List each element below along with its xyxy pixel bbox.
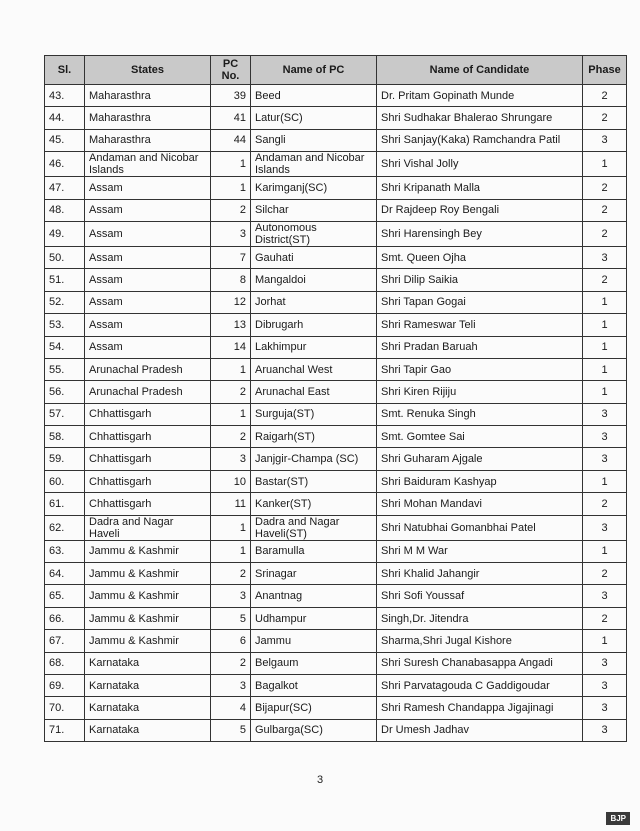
table-row: [45, 697, 627, 719]
cell-state: Chhattisgarh: [85, 493, 211, 515]
cell-phase: 2: [583, 107, 627, 129]
table-row: [45, 291, 627, 313]
cell-pc-no: 8: [211, 269, 251, 291]
cell-sl: 70.: [45, 697, 85, 719]
cell-phase: 3: [583, 652, 627, 674]
cell-pc-no: 2: [211, 426, 251, 448]
cell-pc-no: 5: [211, 719, 251, 741]
table-row: [45, 515, 627, 540]
cell-pc-no: 3: [211, 448, 251, 470]
table-row: [45, 540, 627, 562]
cell-candidate: Shri M M War: [377, 540, 583, 562]
cell-pc-name: Belgaum: [251, 652, 377, 674]
cell-phase: 1: [583, 630, 627, 652]
cell-pc-no: 1: [211, 540, 251, 562]
cell-phase: 3: [583, 246, 627, 268]
cell-pc-no: 41: [211, 107, 251, 129]
table-row: [45, 403, 627, 425]
cell-phase: 1: [583, 470, 627, 492]
table-row: [45, 607, 627, 629]
cell-candidate: Shri Baiduram Kashyap: [377, 470, 583, 492]
cell-state: Jammu & Kashmir: [85, 607, 211, 629]
cell-pc-name: Janjgir-Champa (SC): [251, 448, 377, 470]
cell-sl: 64.: [45, 563, 85, 585]
cell-phase: 1: [583, 540, 627, 562]
cell-state: Chhattisgarh: [85, 403, 211, 425]
cell-pc-no: 2: [211, 563, 251, 585]
cell-state: Jammu & Kashmir: [85, 540, 211, 562]
cell-phase: 2: [583, 269, 627, 291]
cell-phase: 2: [583, 221, 627, 246]
cell-state: Jammu & Kashmir: [85, 563, 211, 585]
cell-pc-no: 7: [211, 246, 251, 268]
cell-phase: 2: [583, 199, 627, 221]
cell-sl: 60.: [45, 470, 85, 492]
cell-pc-no: 1: [211, 177, 251, 199]
table-row: [45, 652, 627, 674]
cell-pc-name: Gauhati: [251, 246, 377, 268]
cell-state: Karnataka: [85, 697, 211, 719]
cell-phase: 3: [583, 448, 627, 470]
cell-candidate: Shri Suresh Chanabasappa Angadi: [377, 652, 583, 674]
cell-sl: 58.: [45, 426, 85, 448]
cell-candidate: Smt. Gomtee Sai: [377, 426, 583, 448]
cell-pc-no: 4: [211, 697, 251, 719]
cell-state: Chhattisgarh: [85, 426, 211, 448]
cell-pc-no: 2: [211, 199, 251, 221]
cell-sl: 63.: [45, 540, 85, 562]
cell-state: Karnataka: [85, 674, 211, 696]
cell-state: Assam: [85, 336, 211, 358]
page-number: 3: [316, 774, 324, 786]
cell-phase: 3: [583, 426, 627, 448]
table-row: [45, 107, 627, 129]
cell-pc-no: 2: [211, 381, 251, 403]
cell-sl: 52.: [45, 291, 85, 313]
cell-candidate: Dr Umesh Jadhav: [377, 719, 583, 741]
cell-pc-no: 1: [211, 358, 251, 380]
cell-sl: 48.: [45, 199, 85, 221]
table-row: [45, 719, 627, 741]
cell-pc-no: 13: [211, 314, 251, 336]
cell-pc-no: 5: [211, 607, 251, 629]
cell-candidate: Singh,Dr. Jitendra: [377, 607, 583, 629]
table-row: [45, 314, 627, 336]
table-row: [45, 358, 627, 380]
cell-candidate: Shri Sanjay(Kaka) Ramchandra Patil: [377, 129, 583, 151]
cell-phase: 3: [583, 403, 627, 425]
cell-candidate: Shri Guharam Ajgale: [377, 448, 583, 470]
cell-phase: 1: [583, 381, 627, 403]
cell-pc-no: 44: [211, 129, 251, 151]
cell-phase: 3: [583, 674, 627, 696]
cell-pc-name: Kanker(ST): [251, 493, 377, 515]
cell-candidate: Dr Rajdeep Roy Bengali: [377, 199, 583, 221]
cell-pc-name: Autonomous District(ST): [251, 221, 377, 246]
cell-sl: 68.: [45, 652, 85, 674]
cell-pc-name: Raigarh(ST): [251, 426, 377, 448]
cell-candidate: Shri Rameswar Teli: [377, 314, 583, 336]
header-sl: Sl.: [45, 56, 85, 85]
cell-pc-name: Jorhat: [251, 291, 377, 313]
cell-candidate: Smt. Queen Ojha: [377, 246, 583, 268]
cell-phase: 1: [583, 152, 627, 177]
cell-phase: 1: [583, 314, 627, 336]
table-row: [45, 426, 627, 448]
cell-sl: 49.: [45, 221, 85, 246]
cell-pc-name: Bagalkot: [251, 674, 377, 696]
table-row: [45, 630, 627, 652]
cell-phase: 3: [583, 585, 627, 607]
cell-pc-no: 11: [211, 493, 251, 515]
table-row: [45, 152, 627, 177]
cell-state: Andaman and Nicobar Islands: [85, 152, 211, 177]
cell-pc-name: Bijapur(SC): [251, 697, 377, 719]
cell-pc-name: Anantnag: [251, 585, 377, 607]
cell-pc-name: Srinagar: [251, 563, 377, 585]
cell-phase: 2: [583, 563, 627, 585]
cell-state: Karnataka: [85, 719, 211, 741]
cell-pc-no: 1: [211, 515, 251, 540]
cell-pc-no: 3: [211, 221, 251, 246]
cell-state: Assam: [85, 314, 211, 336]
cell-candidate: Dr. Pritam Gopinath Munde: [377, 85, 583, 107]
cell-phase: 1: [583, 291, 627, 313]
cell-pc-no: 1: [211, 403, 251, 425]
cell-pc-name: Dadra and Nagar Haveli(ST): [251, 515, 377, 540]
cell-candidate: Shri Tapan Gogai: [377, 291, 583, 313]
cell-pc-name: Dibrugarh: [251, 314, 377, 336]
cell-pc-name: Andaman and Nicobar Islands: [251, 152, 377, 177]
cell-pc-name: Bastar(ST): [251, 470, 377, 492]
table-row: [45, 177, 627, 199]
table-row: [45, 199, 627, 221]
cell-candidate: Shri Khalid Jahangir: [377, 563, 583, 585]
table-row: [45, 493, 627, 515]
cell-phase: 2: [583, 493, 627, 515]
cell-state: Maharasthra: [85, 85, 211, 107]
cell-state: Jammu & Kashmir: [85, 630, 211, 652]
table-row: [45, 563, 627, 585]
header-name-of-pc: Name of PC: [251, 56, 377, 85]
cell-phase: 1: [583, 358, 627, 380]
table-row: [45, 448, 627, 470]
table-row: [45, 381, 627, 403]
cell-pc-name: Aruanchal West: [251, 358, 377, 380]
table-row: [45, 246, 627, 268]
cell-candidate: Shri Mohan Mandavi: [377, 493, 583, 515]
cell-state: Jammu & Kashmir: [85, 585, 211, 607]
cell-state: Assam: [85, 177, 211, 199]
cell-sl: 65.: [45, 585, 85, 607]
header-states: States: [85, 56, 211, 85]
table-row: [45, 674, 627, 696]
table-row: [45, 129, 627, 151]
cell-candidate: Shri Kripanath Malla: [377, 177, 583, 199]
cell-phase: 1: [583, 336, 627, 358]
cell-pc-no: 2: [211, 652, 251, 674]
cell-candidate: Shri Sudhakar Bhalerao Shrungare: [377, 107, 583, 129]
cell-state: Assam: [85, 199, 211, 221]
cell-state: Karnataka: [85, 652, 211, 674]
cell-pc-name: Gulbarga(SC): [251, 719, 377, 741]
cell-state: Arunachal Pradesh: [85, 381, 211, 403]
cell-candidate: Shri Pradan Baruah: [377, 336, 583, 358]
cell-sl: 51.: [45, 269, 85, 291]
cell-sl: 45.: [45, 129, 85, 151]
cell-state: Maharasthra: [85, 129, 211, 151]
table-row: [45, 221, 627, 246]
cell-pc-name: Silchar: [251, 199, 377, 221]
cell-pc-name: Surguja(ST): [251, 403, 377, 425]
cell-pc-name: Baramulla: [251, 540, 377, 562]
cell-sl: 43.: [45, 85, 85, 107]
cell-candidate: Shri Natubhai Gomanbhai Patel: [377, 515, 583, 540]
cell-sl: 62.: [45, 515, 85, 540]
cell-phase: 2: [583, 607, 627, 629]
cell-phase: 3: [583, 697, 627, 719]
cell-state: Assam: [85, 221, 211, 246]
cell-pc-no: 39: [211, 85, 251, 107]
cell-pc-name: Lakhimpur: [251, 336, 377, 358]
cell-sl: 44.: [45, 107, 85, 129]
cell-pc-name: Beed: [251, 85, 377, 107]
header-name-of-candidate: Name of Candidate: [377, 56, 583, 85]
cell-state: Maharasthra: [85, 107, 211, 129]
cell-sl: 66.: [45, 607, 85, 629]
cell-state: Assam: [85, 246, 211, 268]
cell-state: Arunachal Pradesh: [85, 358, 211, 380]
cell-sl: 67.: [45, 630, 85, 652]
cell-pc-name: Udhampur: [251, 607, 377, 629]
cell-pc-no: 3: [211, 585, 251, 607]
source-badge: BJP: [606, 812, 630, 825]
cell-phase: 3: [583, 515, 627, 540]
cell-candidate: Shri Kiren Rijiju: [377, 381, 583, 403]
cell-sl: 50.: [45, 246, 85, 268]
cell-pc-no: 14: [211, 336, 251, 358]
cell-pc-name: Jammu: [251, 630, 377, 652]
cell-pc-no: 12: [211, 291, 251, 313]
table-row: [45, 269, 627, 291]
cell-sl: 54.: [45, 336, 85, 358]
cell-sl: 55.: [45, 358, 85, 380]
table-row: [45, 85, 627, 107]
cell-sl: 59.: [45, 448, 85, 470]
cell-pc-name: Karimganj(SC): [251, 177, 377, 199]
cell-candidate: Shri Vishal Jolly: [377, 152, 583, 177]
cell-candidate: Shri Tapir Gao: [377, 358, 583, 380]
cell-sl: 46.: [45, 152, 85, 177]
cell-state: Dadra and Nagar Haveli: [85, 515, 211, 540]
cell-candidate: Sharma,Shri Jugal Kishore: [377, 630, 583, 652]
cell-pc-name: Arunachal East: [251, 381, 377, 403]
cell-phase: 3: [583, 129, 627, 151]
cell-state: Assam: [85, 291, 211, 313]
cell-phase: 3: [583, 719, 627, 741]
cell-sl: 69.: [45, 674, 85, 696]
cell-pc-name: Sangli: [251, 129, 377, 151]
cell-pc-no: 1: [211, 152, 251, 177]
cell-candidate: Shri Ramesh Chandappa Jigajinagi: [377, 697, 583, 719]
cell-state: Chhattisgarh: [85, 470, 211, 492]
header-pc-no: PC No.: [211, 56, 251, 85]
header-phase: Phase: [583, 56, 627, 85]
cell-pc-name: Latur(SC): [251, 107, 377, 129]
cell-sl: 56.: [45, 381, 85, 403]
cell-candidate: Shri Harensingh Bey: [377, 221, 583, 246]
table-row: [45, 336, 627, 358]
table-header-row: [45, 56, 627, 85]
cell-candidate: Shri Sofi Youssaf: [377, 585, 583, 607]
cell-phase: 2: [583, 85, 627, 107]
cell-candidate: Shri Parvatagouda C Gaddigoudar: [377, 674, 583, 696]
cell-phase: 2: [583, 177, 627, 199]
cell-state: Assam: [85, 269, 211, 291]
cell-candidate: Smt. Renuka Singh: [377, 403, 583, 425]
cell-sl: 61.: [45, 493, 85, 515]
cell-state: Chhattisgarh: [85, 448, 211, 470]
cell-pc-no: 3: [211, 674, 251, 696]
cell-pc-no: 10: [211, 470, 251, 492]
candidate-table: [44, 55, 627, 742]
cell-sl: 71.: [45, 719, 85, 741]
cell-pc-no: 6: [211, 630, 251, 652]
cell-sl: 53.: [45, 314, 85, 336]
table-row: [45, 585, 627, 607]
cell-sl: 47.: [45, 177, 85, 199]
cell-sl: 57.: [45, 403, 85, 425]
table-row: [45, 470, 627, 492]
cell-candidate: Shri Dilip Saikia: [377, 269, 583, 291]
cell-pc-name: Mangaldoi: [251, 269, 377, 291]
